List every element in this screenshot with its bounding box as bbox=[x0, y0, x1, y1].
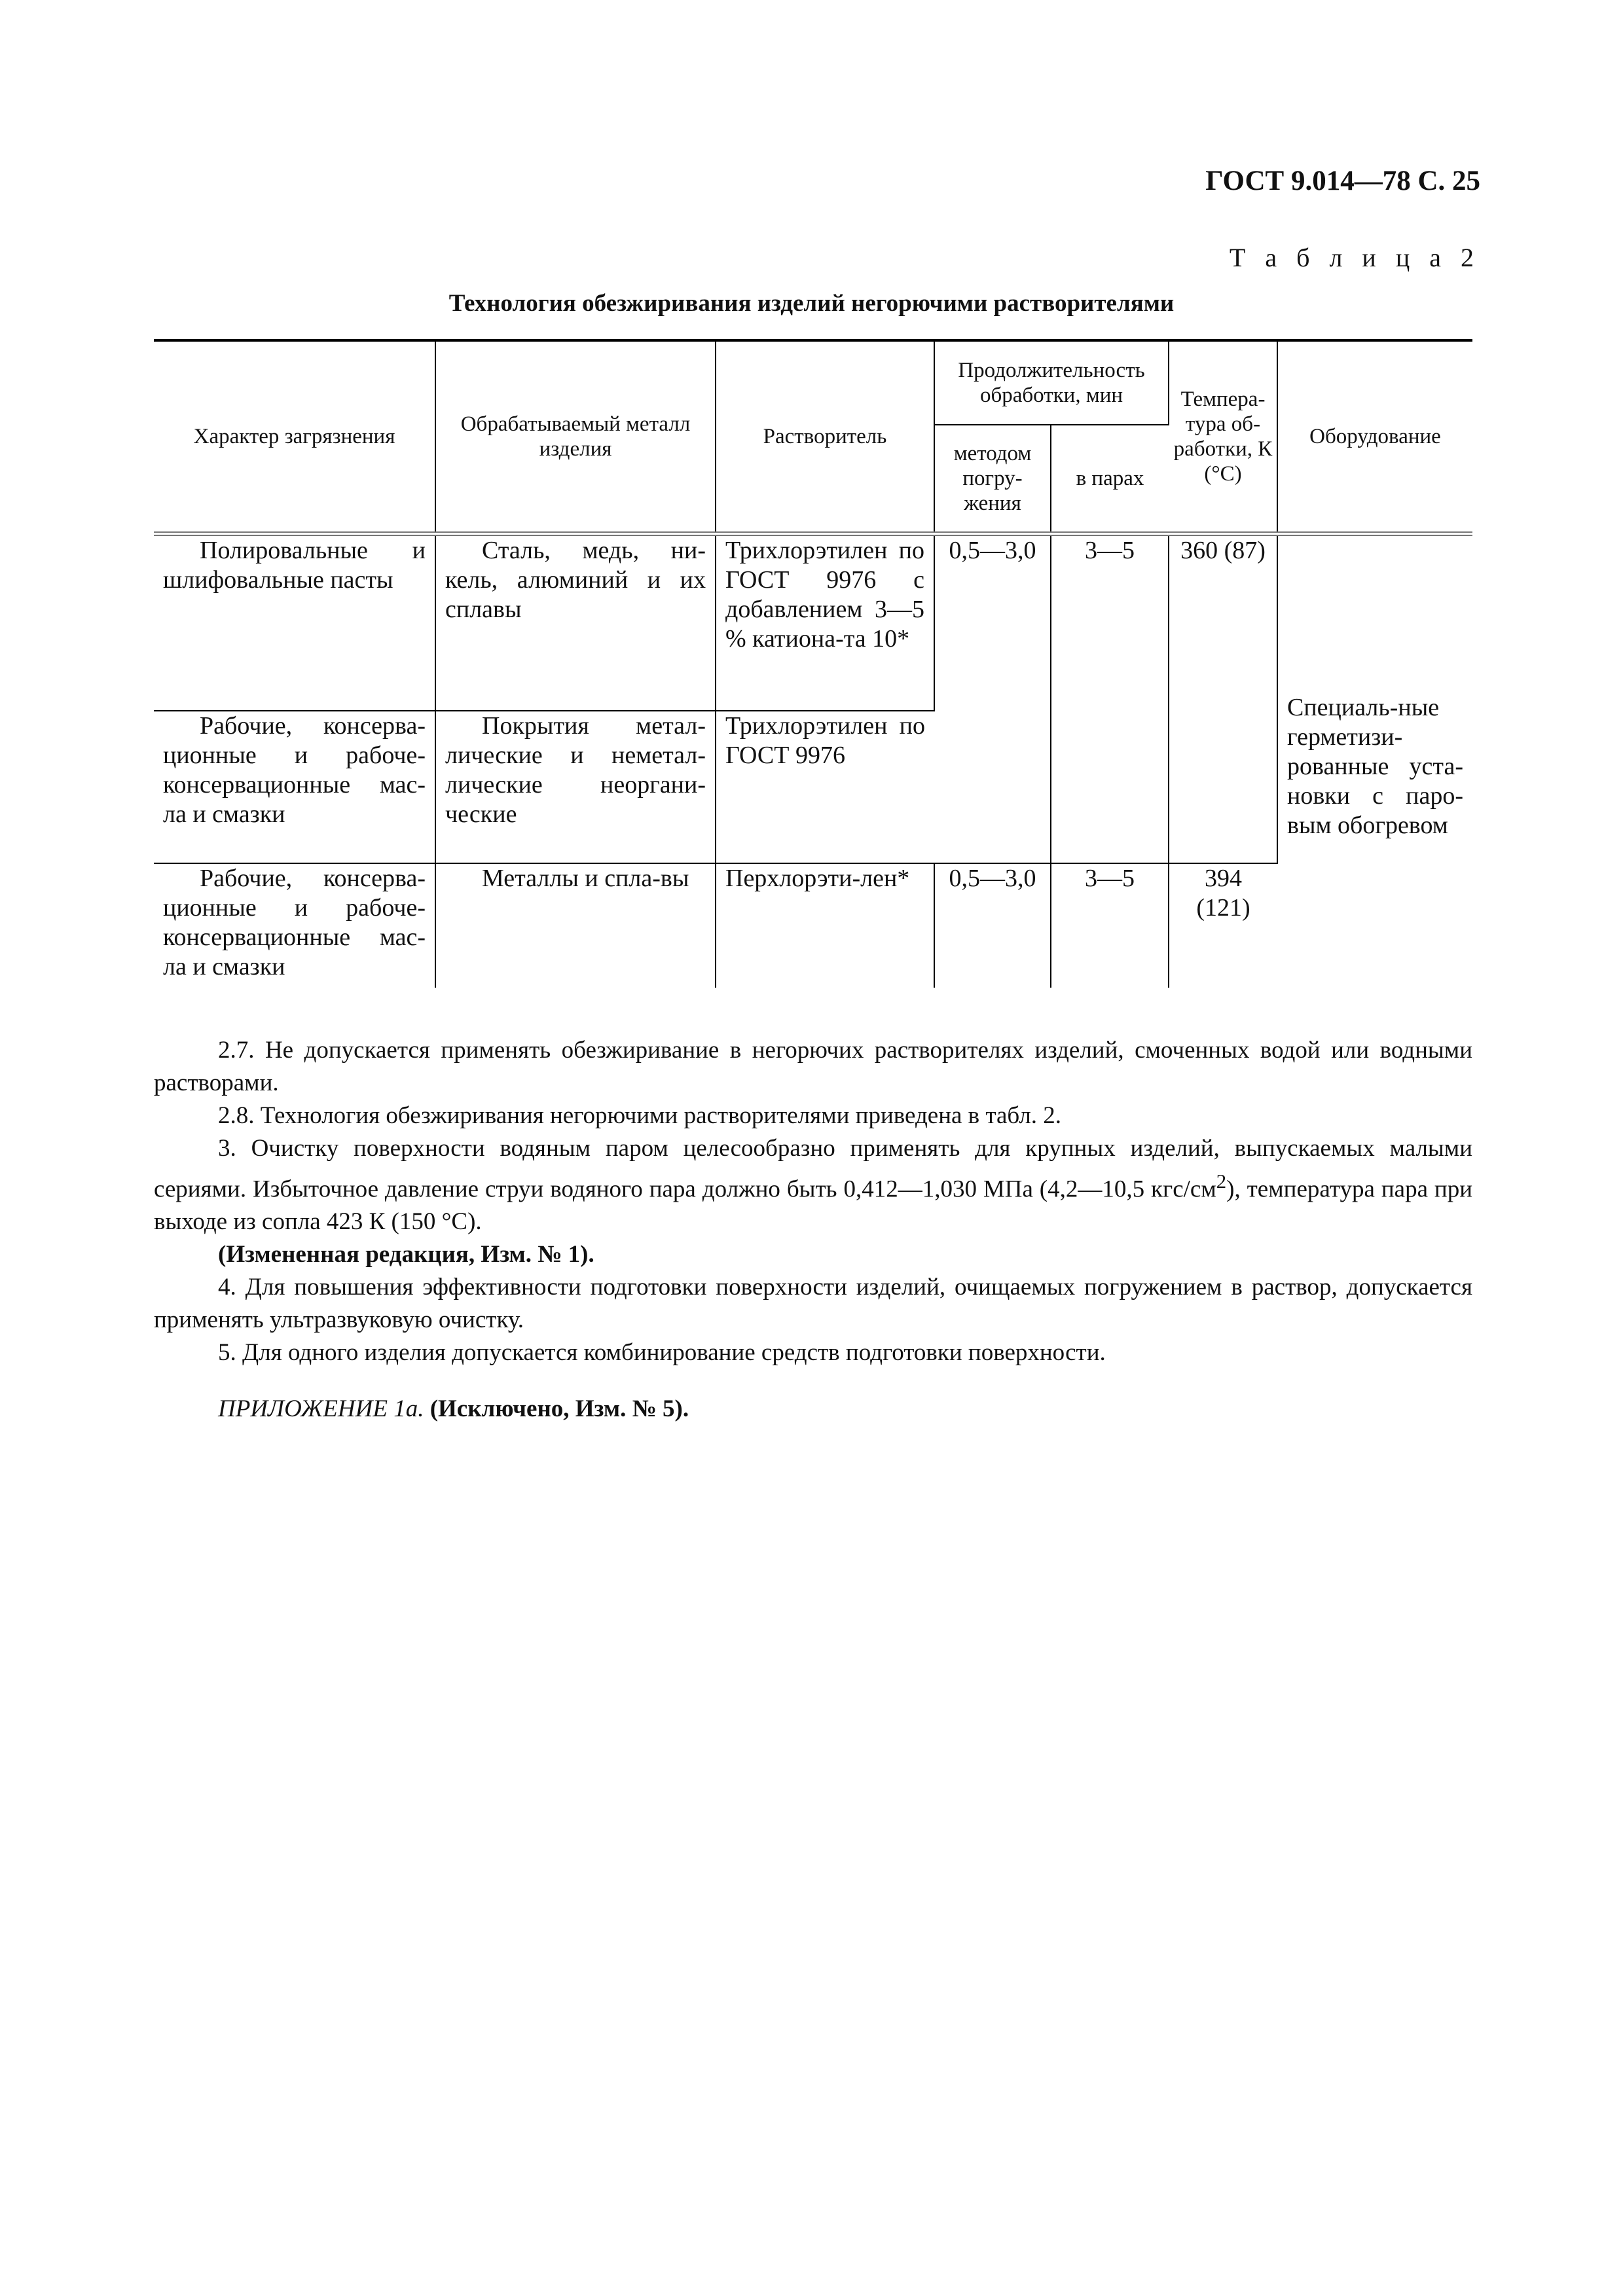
cell-metal: Покрытия метал-лические и неметал-лические неоргани-ческие bbox=[435, 711, 716, 863]
appendix-label: ПРИЛОЖЕНИЕ 1а. bbox=[218, 1395, 424, 1423]
col-duration: Продолжительность обработки, мин bbox=[934, 340, 1169, 425]
table-label: Т а б л и ц а 2 bbox=[1229, 243, 1480, 272]
paragraph-3-text-a: 3. Очистку поверхности водяным паром целесообразно применять для крупных изделий, выпускаемых малыми сериями. Избыточное давление струи водяного пара должно быть 0,412—1,030 МПа (4,2—10,5 кгс/см bbox=[154, 1135, 1472, 1203]
paragraph-2-7: 2.7. Не допускается применять обезжиривание в негорючих растворителях изделий, смоченных водой или водными растворами. bbox=[154, 1037, 1472, 1096]
paragraph-3-superscript: 2 bbox=[1216, 1170, 1227, 1193]
paragraph-3-text-b: ), температура пара при выходе из сопла 423 К (150 °С). bbox=[154, 1175, 1472, 1236]
cell-duration-vapor: 3—5 bbox=[1051, 534, 1169, 863]
col-solvent: Растворитель bbox=[716, 340, 934, 534]
col-contamination: Характер загрязнения bbox=[154, 340, 435, 534]
paragraph-2-8: 2.8. Технология обезжиривания негорючими растворителями приведена в табл. 2. bbox=[218, 1102, 1062, 1129]
paragraph-4: 4. Для повышения эффективности подготовки поверхности изделий, очищаемых погружением в раствор, допускается применять ультразвуковую очистку. bbox=[154, 1274, 1472, 1334]
col-duration-vapor: в парах bbox=[1051, 425, 1169, 534]
appendix-status: (Исключено, Изм. № 5). bbox=[424, 1395, 689, 1423]
cell-temperature: 394 (121) bbox=[1196, 864, 1250, 922]
appendix-note bbox=[154, 1393, 1472, 1426]
amendment-note: (Измененная редакция, Изм. № 1). bbox=[218, 1241, 594, 1268]
cell-solvent: Трихлорэтилен по ГОСТ 9976 bbox=[716, 711, 934, 863]
col-equipment: Оборудование bbox=[1277, 340, 1472, 534]
degreasing-table bbox=[154, 339, 1472, 988]
cell-contamination: Полировальные и шлифовальные пасты bbox=[154, 534, 435, 711]
table-title: Технология обезжиривания изделий негорючими растворителями bbox=[448, 290, 1175, 317]
table-row bbox=[154, 863, 1472, 988]
cell-duration-immersion: 0,5—3,0 bbox=[934, 534, 1051, 863]
cell-contamination: Рабочие, консерва-ционные и рабоче-консервационные мас-ла и смазки bbox=[154, 711, 435, 863]
col-duration-immersion: методом погру-жения bbox=[934, 425, 1051, 534]
cell-solvent: Трихлорэтилен по ГОСТ 9976 с добавлением 3—5 % катиона-та 10* bbox=[716, 534, 934, 711]
paragraph-3 bbox=[154, 1132, 1472, 1238]
cell-metal: Сталь, медь, ни-кель, алюминий и их сплавы bbox=[435, 534, 716, 711]
cell-metal: Металлы и спла-вы bbox=[435, 863, 716, 988]
cell-temperature: 360 (87) bbox=[1169, 534, 1277, 863]
page-header: ГОСТ 9.014—78 С. 25 bbox=[1205, 166, 1480, 196]
cell-duration-vapor: 3—5 bbox=[1051, 863, 1169, 988]
table-row bbox=[154, 534, 1472, 711]
cell-equipment: Специаль-ные герметизи-рованные уста-новки с паро-вым обогревом bbox=[1287, 694, 1463, 839]
col-metal: Обрабатываемый металл изделия bbox=[435, 340, 716, 534]
cell-solvent: Перхлорэти-лен* bbox=[716, 863, 934, 988]
cell-duration-immersion: 0,5—3,0 bbox=[934, 863, 1051, 988]
col-temperature: Темпера-тура об-работки, К (°С) bbox=[1169, 340, 1277, 534]
body-text bbox=[154, 1034, 1472, 1426]
paragraph-5: 5. Для одного изделия допускается комбинирование средств подготовки поверхности. bbox=[218, 1339, 1106, 1367]
cell-contamination: Рабочие, консерва-ционные и рабоче-консервационные мас-ла и смазки bbox=[154, 863, 435, 988]
